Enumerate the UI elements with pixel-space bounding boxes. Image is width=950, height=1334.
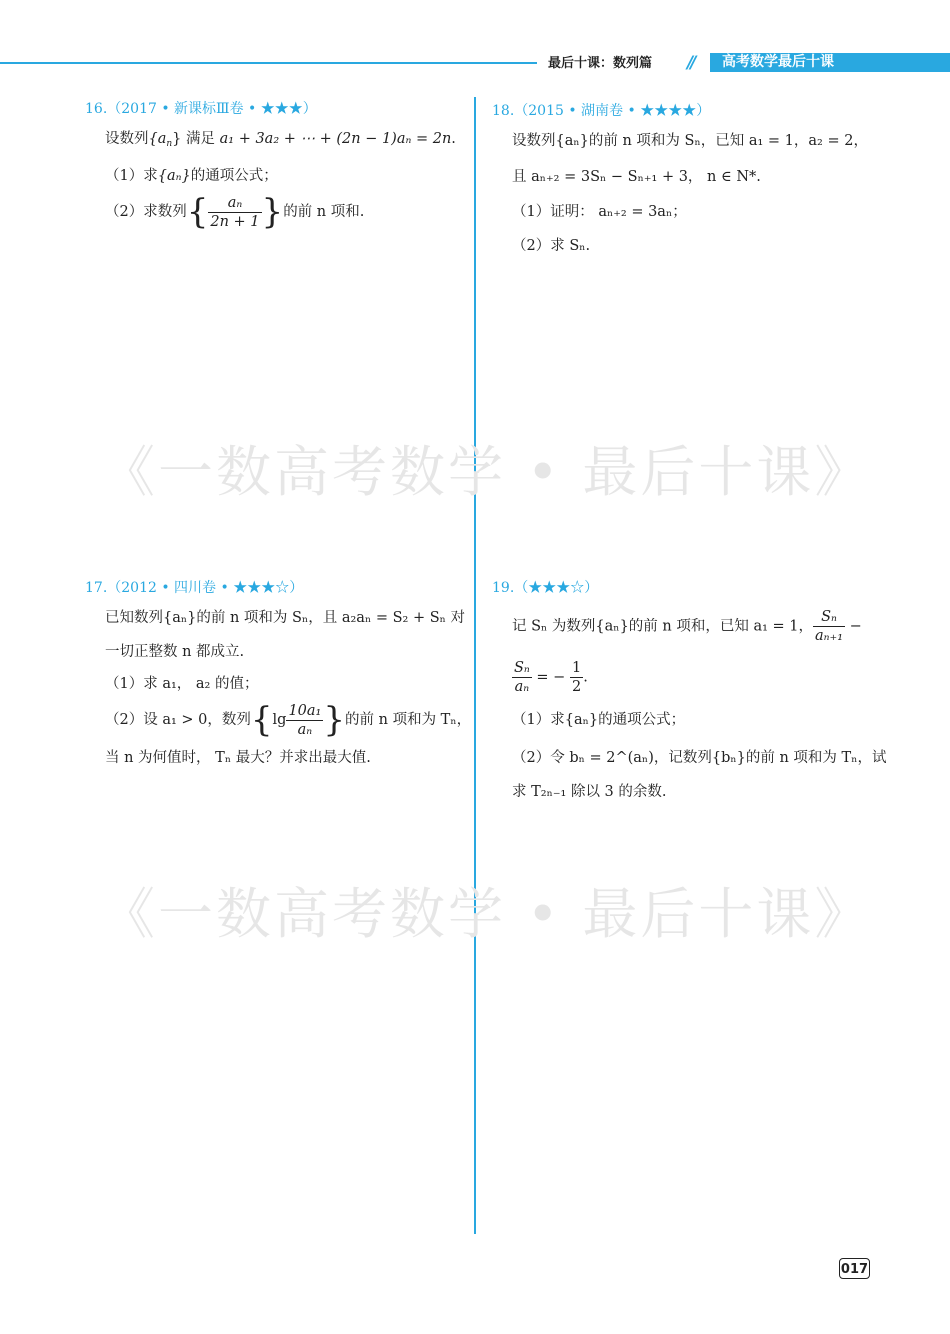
problem-16 bbox=[85, 99, 465, 232]
fraction-denominator: aₙ₊₁ bbox=[815, 628, 844, 644]
fraction-numerator: Sₙ bbox=[514, 660, 530, 676]
fraction-denominator: aₙ bbox=[297, 721, 313, 738]
fraction-numerator: 10a₁ bbox=[288, 702, 322, 719]
stem-mid: 满足 bbox=[186, 131, 216, 147]
stem-end: . bbox=[451, 131, 456, 147]
problem-17-stem-line1: 已知数列{aₙ}的前 n 项和为 Sₙ，且 a₂aₙ = S₂ + Sₙ 对 bbox=[105, 610, 466, 626]
problem-19 bbox=[492, 578, 932, 802]
fraction-denominator: 2 bbox=[571, 679, 582, 695]
problem-19-q2-line1: （2）令 bₙ = 2^(aₙ)，记数列{bₙ}的前 n 项和为 Tₙ，试 bbox=[512, 750, 887, 766]
problem-18-q1: （1）证明： aₙ₊₂ = 3aₙ； bbox=[512, 204, 687, 220]
left-brace: { bbox=[250, 700, 273, 740]
fraction-numerator: Sₙ bbox=[813, 608, 845, 627]
q2-fraction bbox=[286, 702, 323, 739]
problem-18 bbox=[492, 101, 932, 256]
stem-prefix: 记 Sₙ 为数列{aₙ}的前 n 项和，已知 a₁ = 1， bbox=[512, 618, 814, 635]
problem-17-q2-line2: 当 n 为何值时， Tₙ 最大？并求出最大值. bbox=[105, 750, 371, 766]
problem-16-stem bbox=[85, 129, 465, 154]
watermark-bottom: 《一数高考数学 • 最后十课》 bbox=[100, 882, 873, 946]
seq-sub: n bbox=[166, 139, 173, 149]
problem-16-q1 bbox=[85, 166, 465, 186]
stem-fraction-1 bbox=[813, 608, 845, 645]
problem-19-q2-line2: 求 T₂ₙ₋₁ 除以 3 的余数. bbox=[512, 784, 667, 800]
right-brace: } bbox=[261, 192, 284, 232]
seq-open: {a bbox=[148, 131, 167, 147]
seq-close: } bbox=[172, 131, 182, 147]
q1-seq: {aₙ} bbox=[157, 168, 191, 184]
left-brace: { bbox=[186, 192, 209, 232]
q1-prefix: （1）求 bbox=[105, 168, 158, 184]
stem-fraction-2 bbox=[512, 659, 532, 696]
problem-16-title: 16.（2017 • 新课标Ⅲ卷 • ★★★） bbox=[85, 101, 317, 117]
stem-equation: a₁ + 3a₂ + ⋯ + (2n − 1)aₙ = 2n bbox=[219, 131, 452, 147]
fraction-denominator: aₙ bbox=[514, 679, 530, 695]
fraction-denominator: 2n + 1 bbox=[210, 213, 260, 230]
page-number: 017 bbox=[839, 1258, 870, 1279]
fraction-numerator: aₙ bbox=[208, 194, 261, 213]
problem-19-stem bbox=[492, 608, 932, 645]
right-brace: } bbox=[323, 700, 346, 740]
q1-suffix: 的通项公式； bbox=[190, 168, 278, 184]
problem-17-stem-line2: 一切正整数 n 都成立. bbox=[105, 644, 245, 660]
q2-fraction bbox=[208, 194, 261, 231]
problem-19-stem-line2 bbox=[492, 659, 932, 696]
stem-end: . bbox=[583, 669, 588, 686]
header-rule bbox=[0, 62, 537, 64]
problem-18-title: 18.（2015 • 湖南卷 • ★★★★） bbox=[492, 103, 711, 119]
q2-prefix: （2）设 a₁ > 0，数列 bbox=[105, 712, 251, 728]
equals-minus: = − bbox=[536, 669, 566, 686]
watermark-top: 《一数高考数学 • 最后十课》 bbox=[100, 440, 873, 504]
problem-16-q2 bbox=[85, 192, 465, 232]
q2-prefix: （2）求数列 bbox=[105, 204, 187, 220]
q2-suffix: 的前 n 项和为 Tₙ， bbox=[345, 712, 472, 728]
stem-fraction-3 bbox=[570, 659, 583, 696]
header-slashes: // bbox=[687, 53, 694, 73]
problem-19-q1: （1）求{aₙ}的通项公式； bbox=[512, 712, 686, 728]
problem-18-q2: （2）求 Sₙ. bbox=[512, 238, 591, 254]
problem-19-title: 19.（★★★☆） bbox=[492, 580, 599, 596]
stem-prefix: 设数列 bbox=[105, 131, 149, 147]
problem-17-q2 bbox=[85, 700, 472, 740]
problem-17 bbox=[85, 578, 472, 768]
lg-text: lg bbox=[272, 712, 287, 728]
column-divider bbox=[474, 97, 476, 1234]
header-band-title: 高考数学最后十课 bbox=[710, 53, 950, 72]
header-subtitle: 最后十课：数列篇 bbox=[548, 56, 653, 71]
problem-17-title: 17.（2012 • 四川卷 • ★★★☆） bbox=[85, 580, 304, 596]
problem-18-stem-line2: 且 aₙ₊₂ = 3Sₙ − Sₙ₊₁ + 3， n ∈ N*. bbox=[512, 169, 761, 185]
problem-17-q1: （1）求 a₁， a₂ 的值； bbox=[105, 676, 259, 692]
problem-18-stem-line1: 设数列{aₙ}的前 n 项和为 Sₙ，已知 a₁ = 1，a₂ = 2， bbox=[512, 133, 868, 149]
q2-suffix: 的前 n 项和. bbox=[283, 204, 365, 220]
minus-sign: − bbox=[849, 618, 862, 635]
fraction-numerator: 1 bbox=[571, 660, 582, 676]
